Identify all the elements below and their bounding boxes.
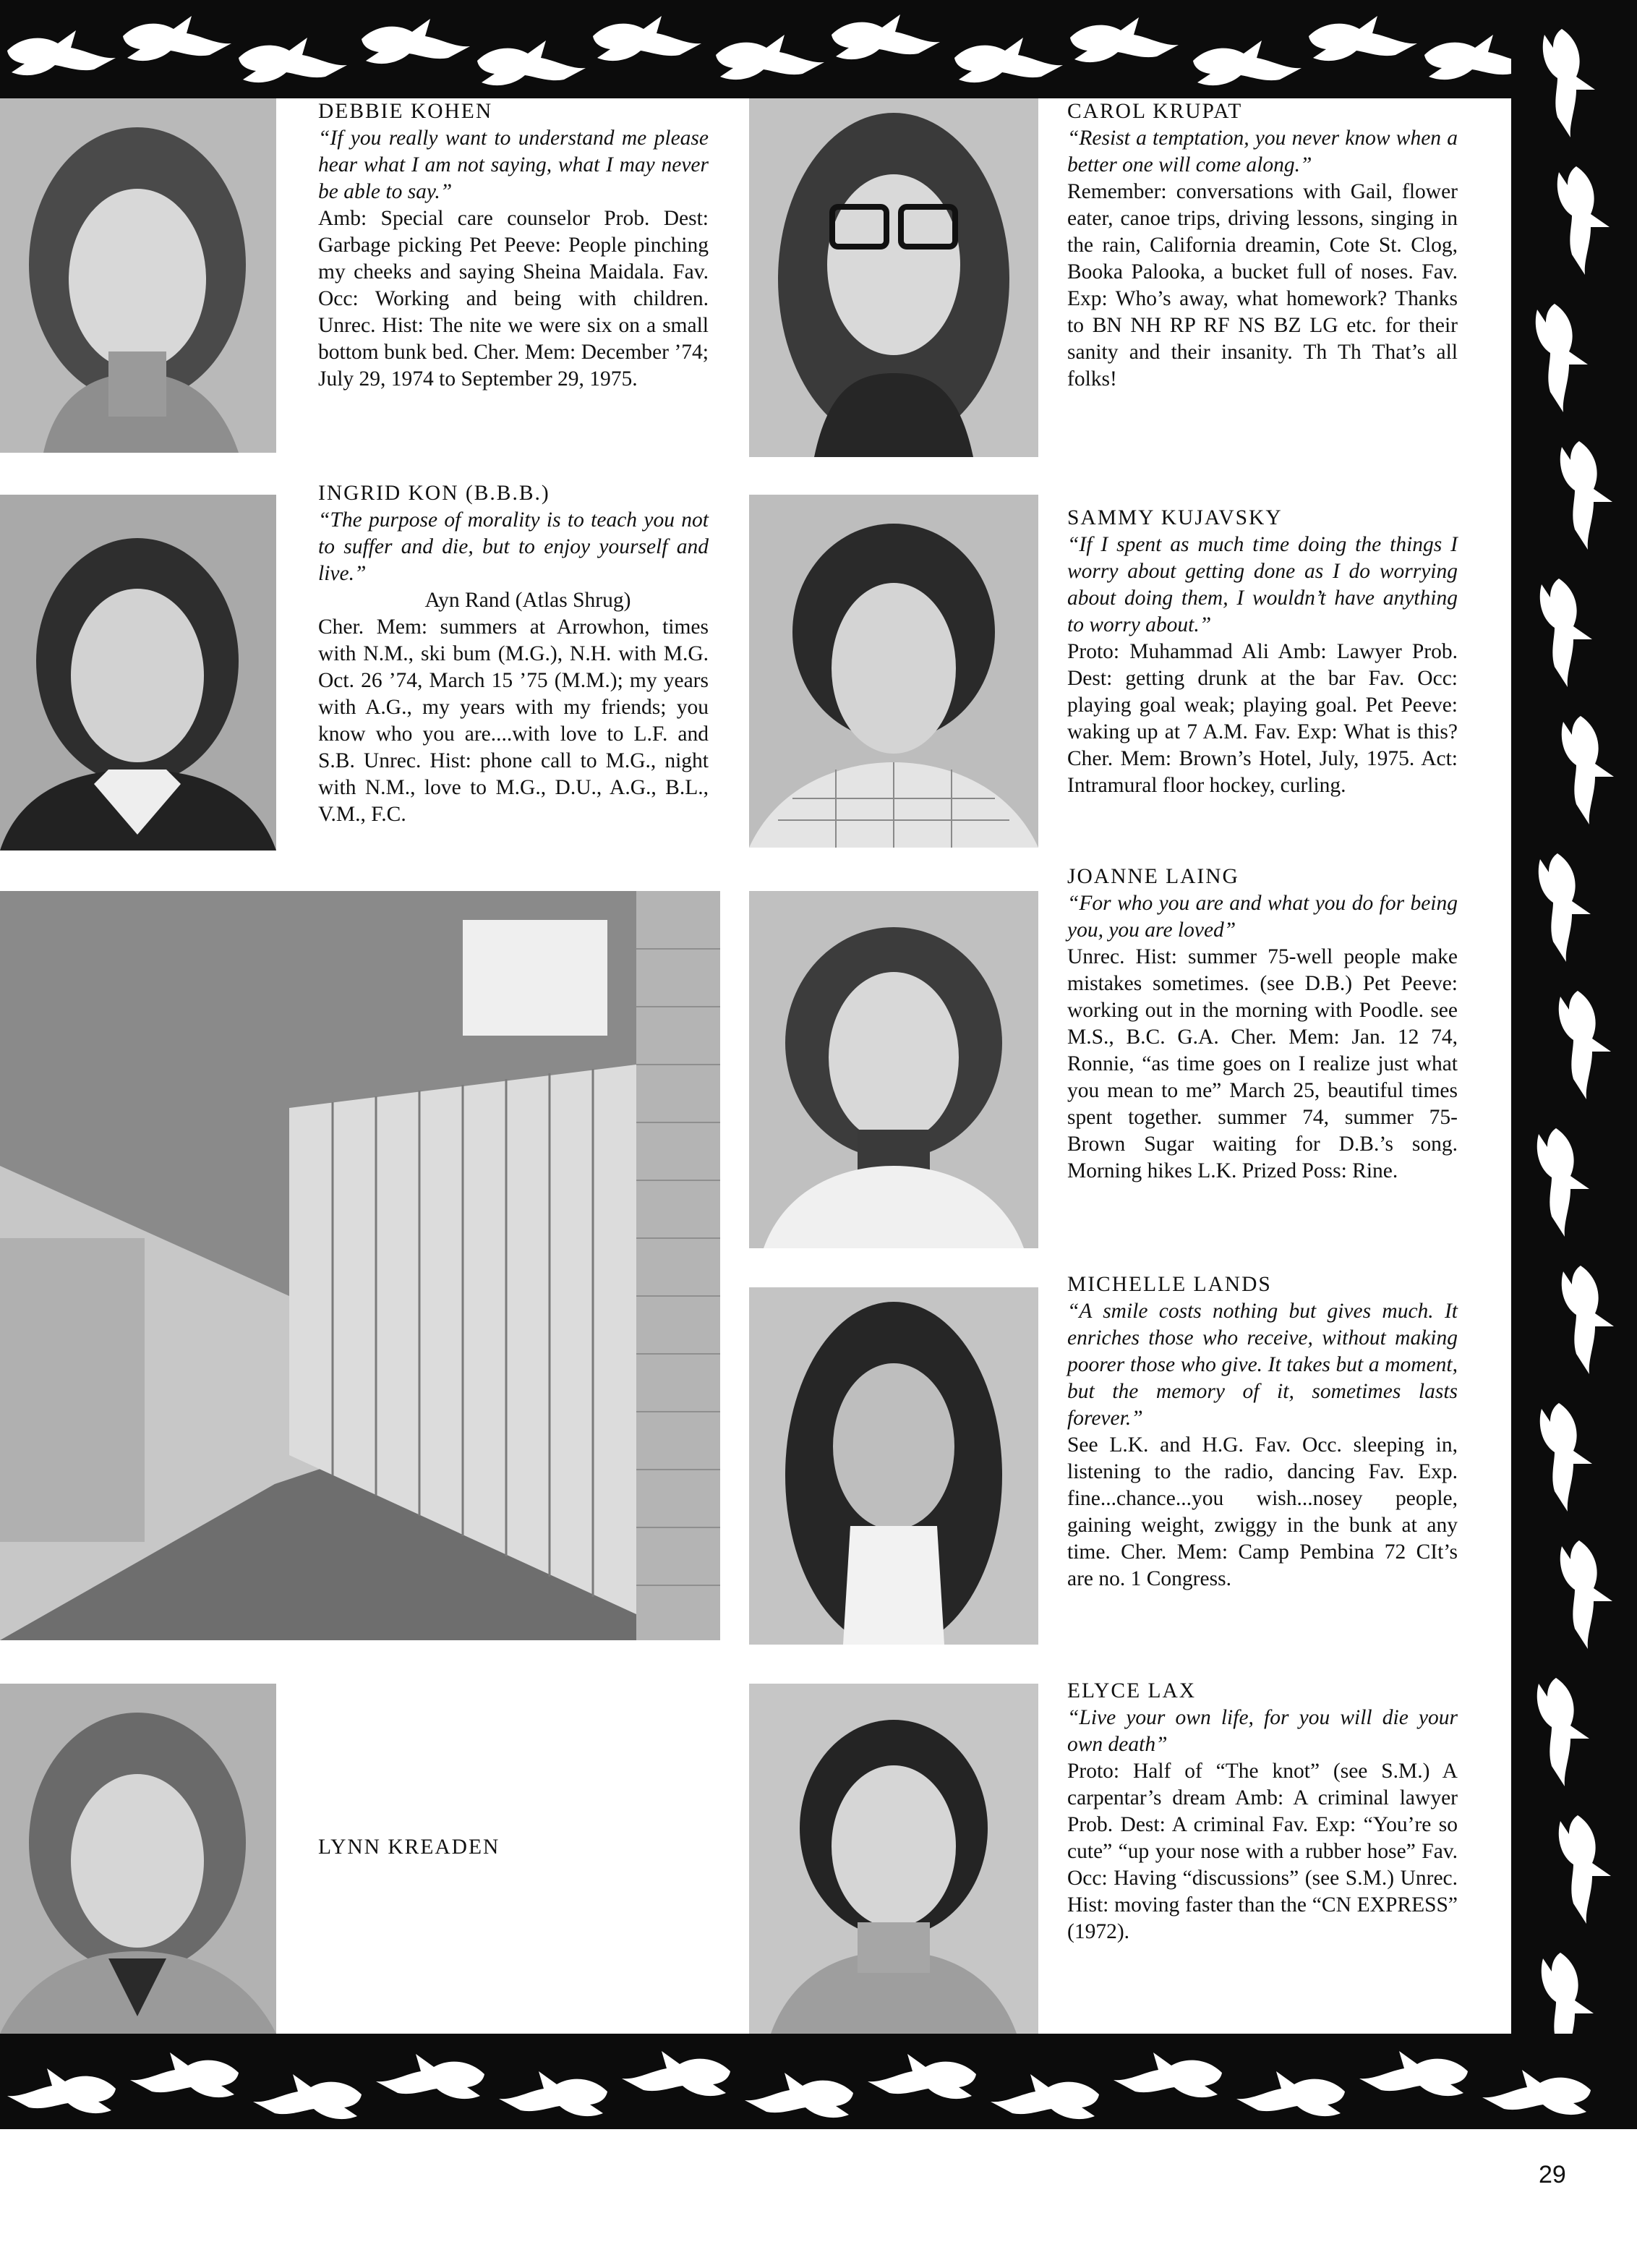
student-quote: “Resist a temptation, you never know when a better one will come along.” [1067,127,1458,176]
portrait-photo-icon [0,495,276,850]
student-bio-text: Amb: Special care counselor Prob. Dest: Garbage picking Pet Peeve: People pinching my cheeks and saying Sheina Maidala. Fav. Occ: Working and being with children. Unrec. Hist: The nite we were six on a small bottom bunk bed. Cher. Mem: December ’74; July 29, 1974 to September 29, 1975. [318,207,709,391]
decorative-border-right [1511,0,1637,2129]
student-bio-text: Proto: Half of “The knot” (see S.M.) A carpentar’s dream Amb: A criminal lawyer Prob. Dest: A criminal Fav. Exp: “You’re so cute” “up your nose with a rubber hose” Fav. Occ: Having “discussions” (see S.M.) Unrec. Hist: moving faster than the “CN EXPRESS” (1972). [1067,1760,1458,1943]
portrait-sammy-kujavsky [749,495,1038,848]
portrait-joanne-laing [749,891,1038,1248]
student-bio-text: Cher. Mem: summers at Arrowhon, times with N.M., ski bum (M.G.), N.H. with M.G. Oct. 26 ’74, March 15 ’75 (M.M.); my years with A.G., my years with my friends; you know who you are....with love to L.F. and S.B. Unrec. Hist: phone call to M.G., night with N.M., love to M.G., D.U., A.G., B.L., V.M., F.C. [318,615,709,826]
student-name: CAROL KRUPAT [1067,100,1243,123]
student-bio-text: Proto: Muhammad Ali Amb: Lawyer Prob. Dest: getting drunk at the bar Fav. Occ: playing goal weak; playing goal. Pet Peeve: waking up at 7 A.M. Fav. Exp: What is this? Cher. Mem: Brown’s Hotel, July, 1975. Act: Intramural floor hockey, curling. [1067,640,1458,797]
student-name: MICHELLE LANDS [1067,1273,1272,1296]
school-hallway-lockers-photo [0,891,720,1640]
page-number: 29 [1539,2161,1566,2188]
portrait-elyce-lax [749,1684,1038,2034]
quote-attribution: Ayn Rand (Atlas Shrug) [424,589,631,612]
portrait-carol-krupat [749,98,1038,457]
student-name: INGRID KON (B.B.B.) [318,482,550,505]
student-quote: “A smile costs nothing but gives much. It enriches those who receive, without making poorer those who give. It takes but a moment, but the memory of it, sometimes lasts forever.” [1067,1300,1458,1430]
student-bio-text: Remember: conversations with Gail, flower eater, canoe trips, driving lessons, singing in the rain, California dreamin, Cote St. Clog, Booka Palooka, a bucket full of noses. Fav. Exp: Who’s away, what homework? Thanks to BN NH RP RF NS BZ LG etc. for their sanity and their insanity. Th Th That’s all folks! [1067,180,1458,391]
student-name: JOANNE LAING [1067,865,1239,888]
portrait-michelle-lands [749,1287,1038,1645]
portrait-ingrid-kon [0,495,276,850]
portrait-photo-icon [0,1684,276,2034]
geese-border-icon [0,2034,1637,2129]
portrait-photo-icon [749,98,1038,457]
bio-michelle-lands [1067,1271,1458,1593]
decorative-border-top [0,0,1637,98]
student-bio-text: Unrec. Hist: summer 75-well people make mistakes sometimes. (see D.B.) Pet Peeve: working out in the morning with Poodle. see M.S., B.C. G.A. Cher. Mem: Jan. 12 74, Ronnie, “as time goes on I realize just what you mean to me” March 25, beautiful times spent together. summer 74, summer 75-Brown Sugar waiting for D.B.’s song. Morning hikes L.K. Prized Poss: Rine. [1067,945,1458,1182]
student-quote: “For who you are and what you do for being you, you are loved” [1067,892,1458,942]
portrait-photo-icon [749,1287,1038,1645]
portrait-photo-icon [0,98,276,453]
geese-border-icon [1511,0,1637,2129]
student-name: ELYCE LAX [1067,1679,1197,1702]
student-quote: “If you really want to understand me please hear what I am not saying, what I may never be able to say.” [318,127,709,203]
portrait-photo-icon [749,891,1038,1248]
student-bio-text: See L.K. and H.G. Fav. Occ. sleeping in, listening to the radio, dancing Fav. Exp. fine...chance...you wish...nosey people, gaining weight, zwiggy in the bunk at any time. Cher. Mem: Camp Pembina 72 CIt’s are no. 1 Congress. [1067,1433,1458,1590]
decorative-border-bottom [0,2034,1637,2129]
bio-ingrid-kon [318,480,709,828]
student-quote: “The purpose of morality is to teach you not to suffer and die, but to enjoy yourself and live.” [318,508,709,585]
hallway-photo-icon [0,891,720,1640]
bio-elyce-lax [1067,1678,1458,1945]
student-name: SAMMY KUJAVSKY [1067,506,1283,529]
student-quote: “Live your own life, for you will die your own death” [1067,1706,1458,1756]
portrait-debbie-kohen [0,98,276,453]
bio-joanne-laing [1067,864,1458,1185]
student-quote: “If I spent as much time doing the things I worry about getting done as I do worrying about doing them, I wouldn’t have anything to worry about.” [1067,533,1458,636]
portrait-photo-icon [749,1684,1038,2034]
bio-sammy-kujavsky [1067,505,1458,799]
student-name: DEBBIE KOHEN [318,100,493,123]
student-name-lynn-kreaden: LYNN KREADEN [318,1836,500,1859]
bio-carol-krupat [1067,98,1458,393]
portrait-lynn-kreaden [0,1684,276,2034]
portrait-photo-icon [749,495,1038,848]
geese-border-icon [0,0,1637,98]
bio-debbie-kohen [318,98,709,393]
